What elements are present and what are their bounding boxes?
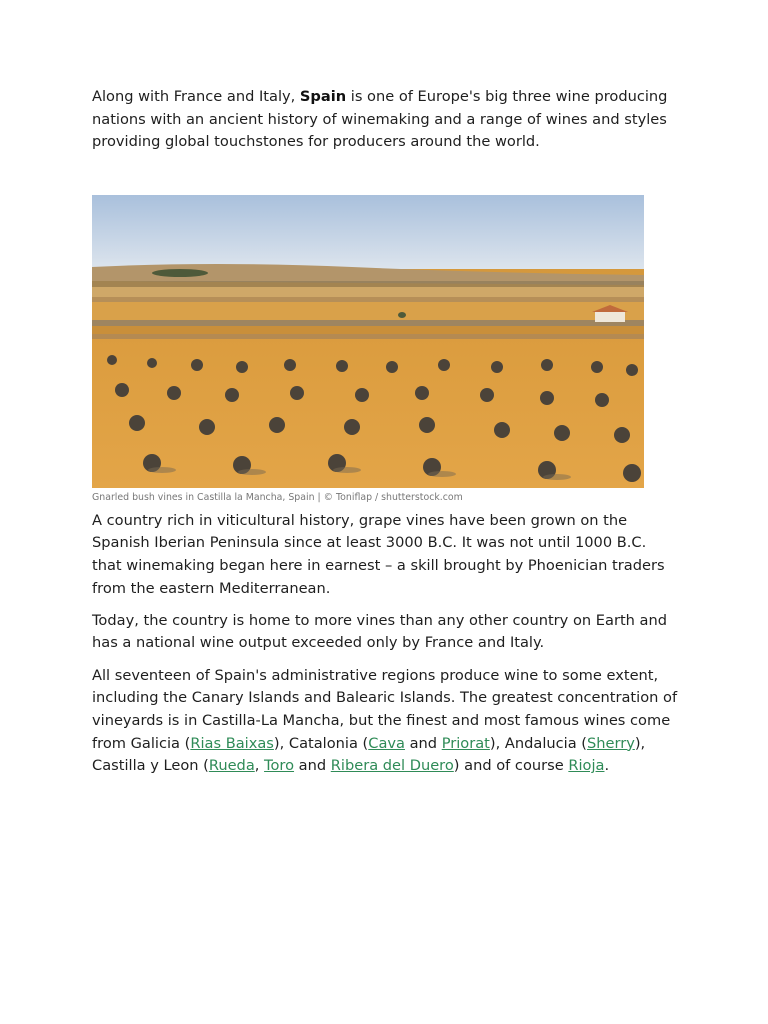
vineyard-figure xyxy=(92,195,644,504)
photo-caption: Gnarled bush vines in Castilla la Mancha, Spain | © Toniflap / shutterstock.com xyxy=(92,491,463,503)
link-rueda[interactable]: Rueda xyxy=(208,757,255,775)
regions-text: and xyxy=(294,757,331,775)
regions-text: , xyxy=(254,757,265,775)
regions-text: and xyxy=(404,734,442,752)
today-paragraph: Today, the country is home to more vines than any other country on Earth and has a national wine output exceeded only by France and Italy. xyxy=(92,611,668,652)
regions-text: ), Castilla y Leon ( xyxy=(92,734,646,775)
history-paragraph: A country rich in viticultural history, grape vines have been grown on the Spanish Iberian Peninsula since at least 3000 B.C. It was not until 1000 B.C. that winemaking began here in earnest – a skill brought by Phoenician traders from the eastern Mediterranean. xyxy=(92,511,665,597)
regions-text: ) and of course xyxy=(453,757,569,775)
link-sherry[interactable]: Sherry xyxy=(586,734,635,752)
intro-paragraph xyxy=(92,86,678,154)
regions-text: . xyxy=(604,757,610,775)
article-body xyxy=(92,86,678,787)
regions-text: ), Andalucia ( xyxy=(489,734,587,752)
link-rioja[interactable]: Rioja xyxy=(568,757,605,775)
link-ribera-del-duero[interactable]: Ribera del Duero xyxy=(330,757,454,775)
link-rias-baixas[interactable]: Rias Baixas xyxy=(190,734,274,752)
intro-text-start: Along with France and Italy, xyxy=(92,88,300,105)
spain-bold: Spain xyxy=(299,88,347,105)
regions-text: ), Catalonia ( xyxy=(273,734,369,752)
regions-paragraph xyxy=(92,665,678,778)
link-toro[interactable]: Toro xyxy=(264,757,295,775)
intro-text-end: is one of Europe's big three wine producing nations with an ancient history of winemaking and a range of wines and styles providing global touchstones for producers around the world. xyxy=(92,88,668,151)
regions-text: All seventeen of Spain's administrative regions produce wine to some extent, including the Canary Islands and Balearic Islands. The greatest concentration of vineyards is in Castilla-La Mancha, but the finest and most famous wines come from Galicia ( xyxy=(92,666,678,752)
link-priorat[interactable]: Priorat xyxy=(441,734,490,752)
vineyard-photo xyxy=(92,195,644,488)
link-cava[interactable]: Cava xyxy=(368,734,405,752)
